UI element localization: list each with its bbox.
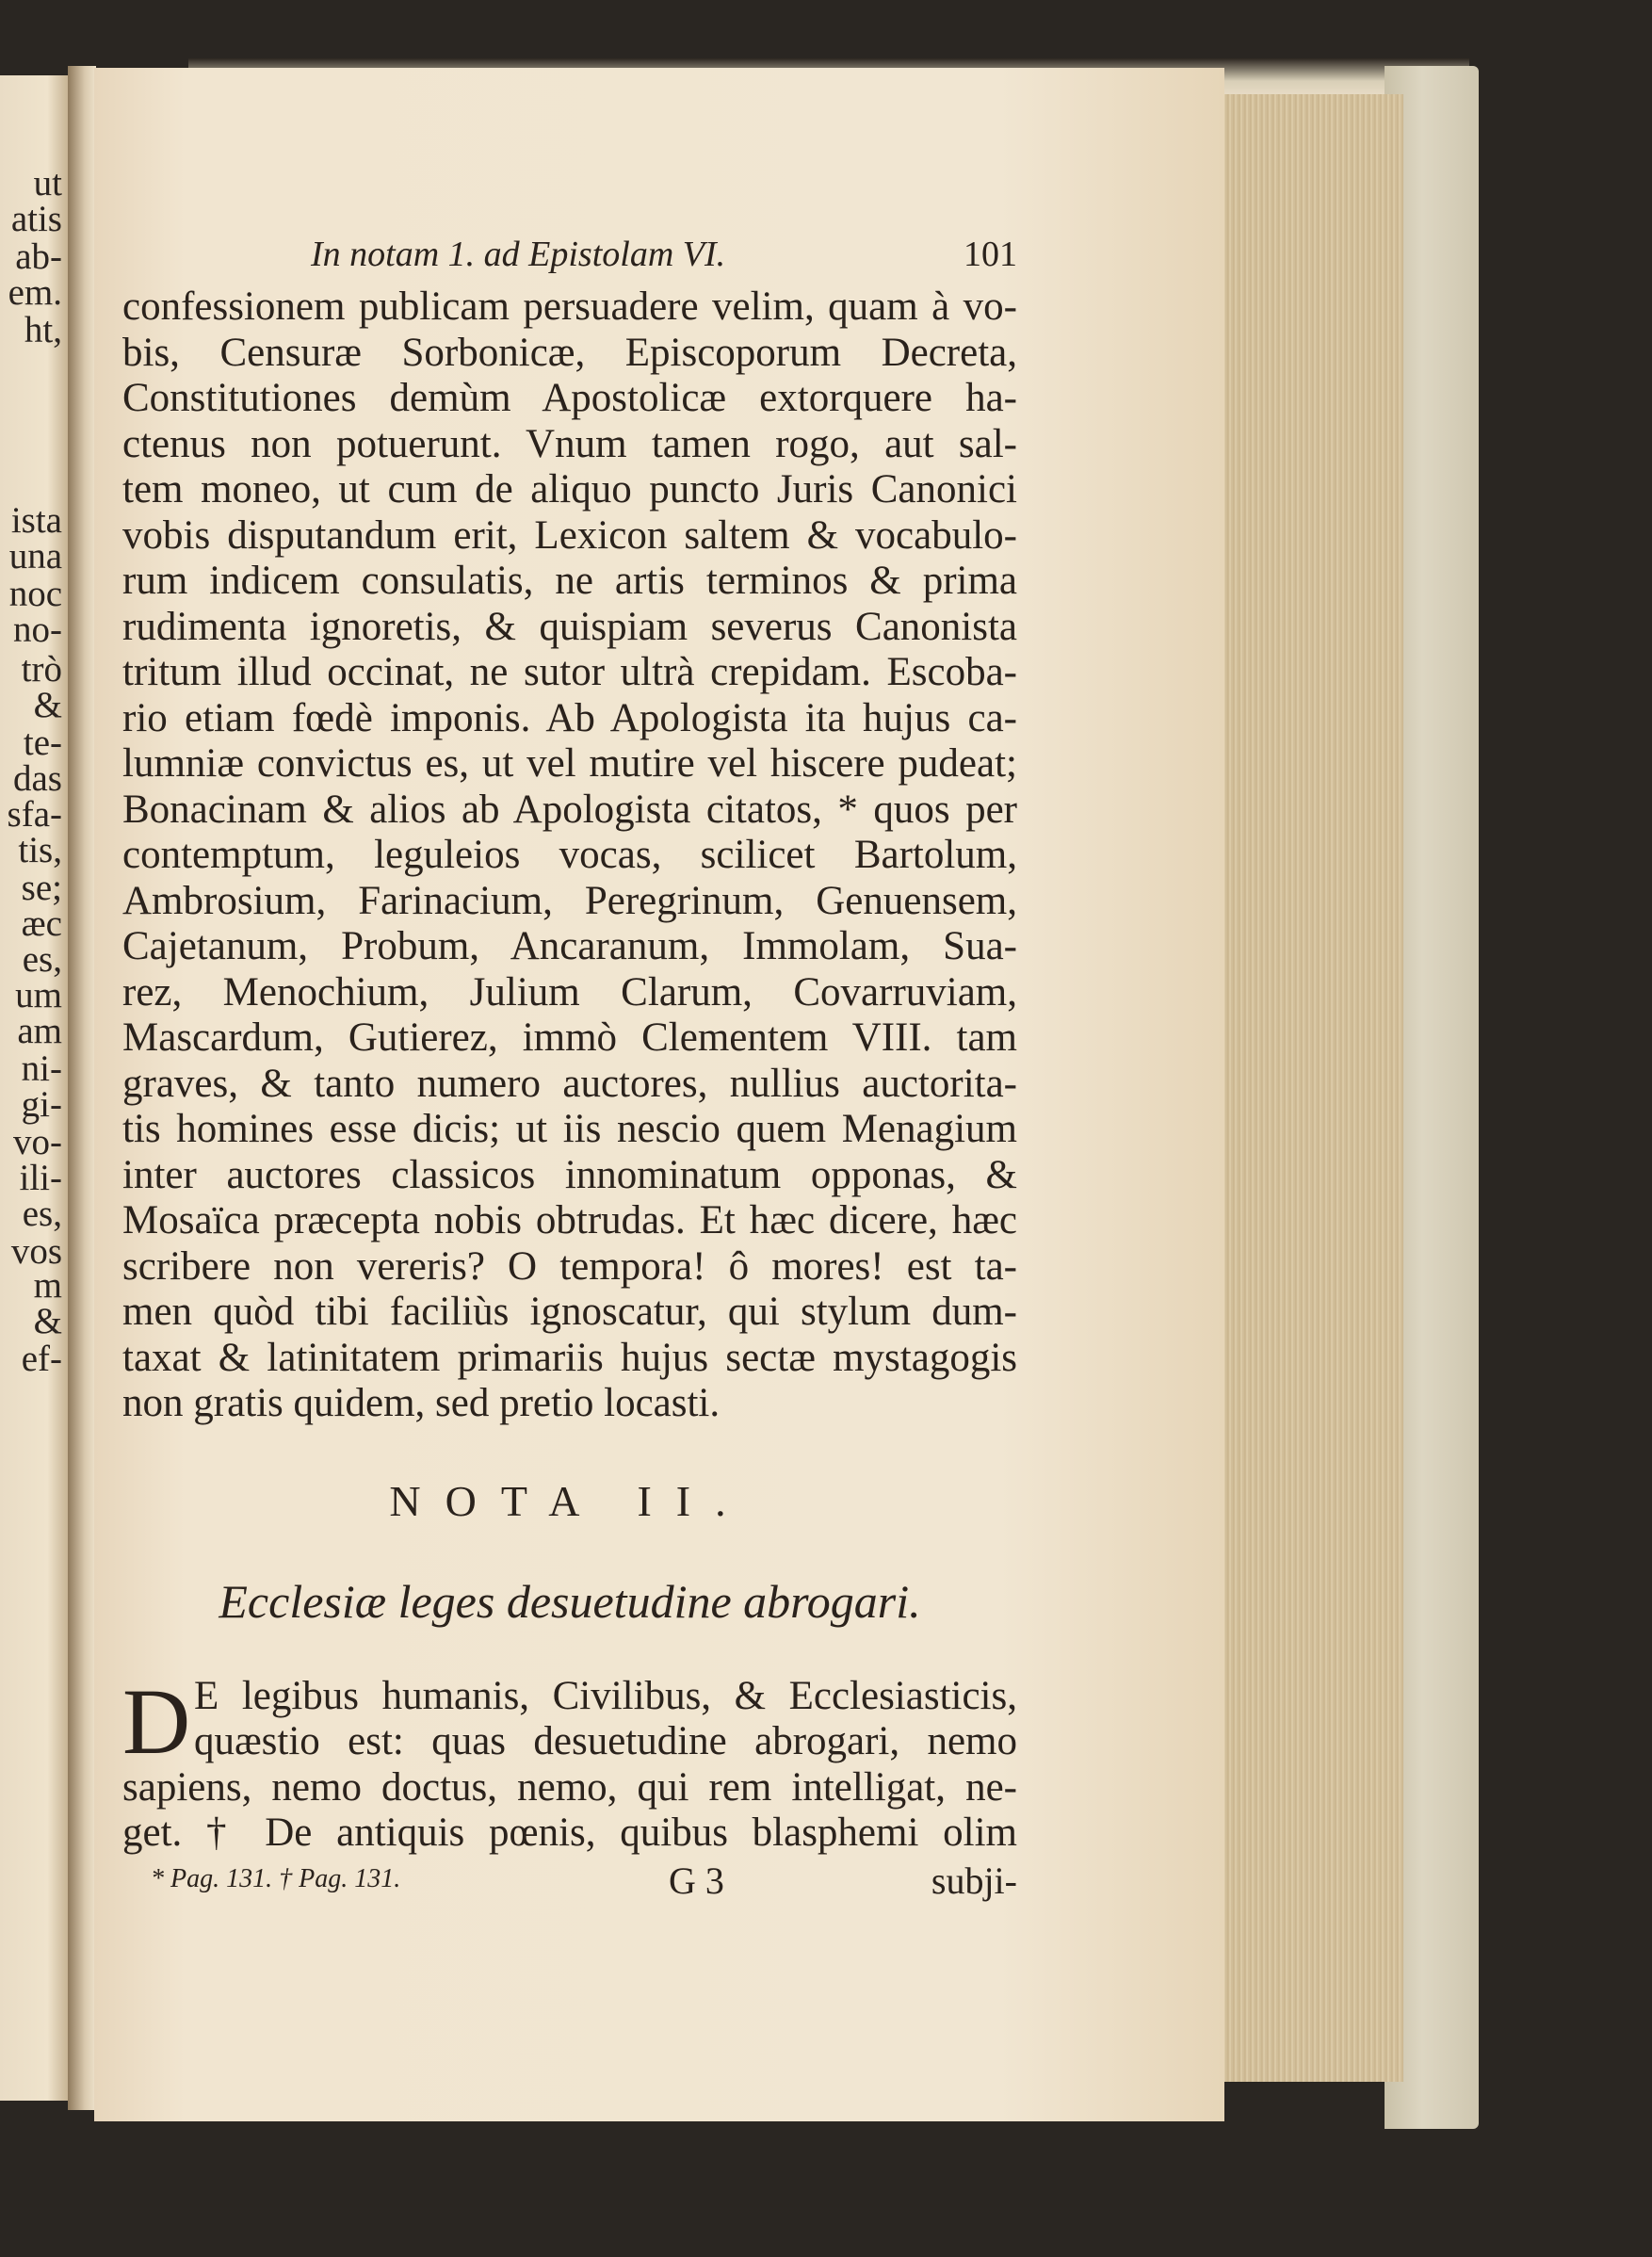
left-page-fragment: vos (10, 1231, 62, 1272)
catchword: subji- (931, 1859, 1017, 1902)
text-line: contemptum, leguleios vocas, scilicet Bartolum, (122, 833, 1017, 877)
text-line: inter auctores classicos innominatum opponas, & (122, 1152, 1017, 1197)
left-page-fragment: no- (13, 609, 62, 650)
paragraph-1 (122, 284, 1017, 1427)
left-page-fragment: & (33, 685, 62, 725)
text-line: non gratis quidem, sed pretio locasti. (122, 1381, 721, 1425)
text-line: lumniæ convictus es, ut vel mutire vel hiscere pudeat; (122, 741, 1017, 786)
text-line: quæstio est: quas desuetudine abrogari, nemo (194, 1719, 1017, 1763)
left-page-fragment: ef- (21, 1339, 62, 1379)
left-page-fragment: ista (10, 500, 62, 541)
left-page-fragment: noc (8, 574, 62, 614)
left-page-fragment: vo- (13, 1122, 62, 1162)
text-line: Mosaïca præcepta nobis obtrudas. Et hæc dicere, hæc (122, 1198, 1017, 1242)
text-line: rez, Menochium, Julium Clarum, Covarruviam, (122, 969, 1017, 1015)
text-line: vobis disputandum erit, Lexicon saltem & vocabulo- (122, 512, 1017, 558)
running-head (122, 224, 1017, 284)
left-page-fragment: am (17, 1011, 62, 1051)
left-page-fragment: ab- (15, 236, 62, 277)
gutter (68, 66, 96, 2110)
left-page-fragment: das (13, 758, 62, 799)
left-page-fragment: em. (8, 272, 62, 313)
section-title: Ecclesiæ leges desuetudine abrogari. (219, 1574, 921, 1628)
left-page (0, 75, 68, 2101)
text-line: Constitutiones demùm Apostolicæ extorquere ha- (122, 376, 1017, 420)
page-edges (1215, 94, 1403, 2082)
left-page-fragment: ut (33, 163, 62, 203)
text-line: Ambrosium, Farinacium, Peregrinum, Genuensem, (122, 878, 1017, 923)
left-page-fragment: se; (21, 868, 62, 908)
text-line: Bonacinam & alios ab Apologista citatos, * quos per (122, 787, 1017, 832)
left-page-fragment: ht, (24, 310, 62, 350)
text-line: tritum illud occinat, ne sutor ultrà crepidam. Escoba- (122, 650, 1017, 694)
text-line: sapiens, nemo doctus, nemo, qui rem intelligat, ne- (122, 1764, 1017, 1810)
text-line: rudimenta ignoretis, & quispiam severus Canonista (122, 604, 1017, 649)
signature-mark: G 3 (669, 1859, 724, 1902)
text-line: tis homines esse dicis; ut iis nescio quem Menagium (122, 1107, 1017, 1151)
text-line: men quòd tibi faciliùs ignoscatur, qui stylum dum- (122, 1290, 1017, 1334)
left-page-fragment: una (8, 536, 62, 576)
text-line: scribere non vereris? O tempora! ô mores! est ta- (122, 1243, 1017, 1289)
left-page-fragment: es, (22, 939, 62, 980)
paragraph-2 (122, 1668, 1017, 1857)
page-footer (122, 1859, 1017, 1904)
left-page-fragment: sfa- (7, 794, 62, 835)
text-line: rum indicem consulatis, ne artis terminos & prima (122, 559, 1017, 603)
page-number: 101 (964, 235, 1017, 274)
text-line: get. † De antiquis pœnis, quibus blasphemi olim (122, 1810, 1017, 1855)
left-page-fragment: trò (21, 649, 62, 690)
text-line: ctenus non potuerunt. Vnum tamen rogo, aut sal- (122, 421, 1017, 466)
text-line: confessionem publicam persuadere velim, quam à vo- (122, 284, 1017, 329)
text-line: bis, Censuræ Sorbonicæ, Episcoporum Decreta, (122, 330, 1017, 375)
text-line: tem moneo, ut cum de aliquo puncto Juris Canonici (122, 467, 1017, 511)
running-head-title: In notam 1. ad Epistolam VI. (311, 235, 726, 274)
left-page-fragment: um (15, 975, 62, 1015)
left-page-fragment: ili- (19, 1158, 62, 1198)
left-page-fragment: gi- (21, 1084, 62, 1125)
left-page-fragment: tis, (18, 830, 62, 870)
text-line: graves, & tanto numero auctores, nullius auctorita- (122, 1061, 1017, 1106)
text-line: E legibus humanis, Civilibus, & Ecclesiasticis, (194, 1673, 1017, 1718)
text-line: taxat & latinitatem primariis hujus sectæ mystagogis (122, 1335, 1017, 1380)
text-block (122, 224, 1017, 1904)
footnote-references: * Pag. 131. † Pag. 131. (151, 1863, 401, 1893)
left-page-fragment: te- (23, 723, 62, 763)
left-page-fragment: es, (22, 1193, 62, 1234)
drop-cap: D (122, 1668, 191, 1774)
left-page-fragment: atis (10, 199, 62, 239)
text-line: Mascardum, Gutierez, immò Clementem VIII. tam (122, 1015, 1017, 1060)
left-page-fragment: ni- (21, 1048, 62, 1089)
left-page-fragment: & (33, 1301, 62, 1341)
left-page-fragment: m (33, 1265, 62, 1306)
text-line: Cajetanum, Probum, Ancaranum, Immolam, Sua- (122, 924, 1017, 968)
text-line: rio etiam fœdè imponis. Ab Apologista ita hujus ca- (122, 695, 1017, 740)
left-page-fragment: æc (21, 903, 62, 944)
nota-heading: NOTA II. (389, 1476, 751, 1525)
